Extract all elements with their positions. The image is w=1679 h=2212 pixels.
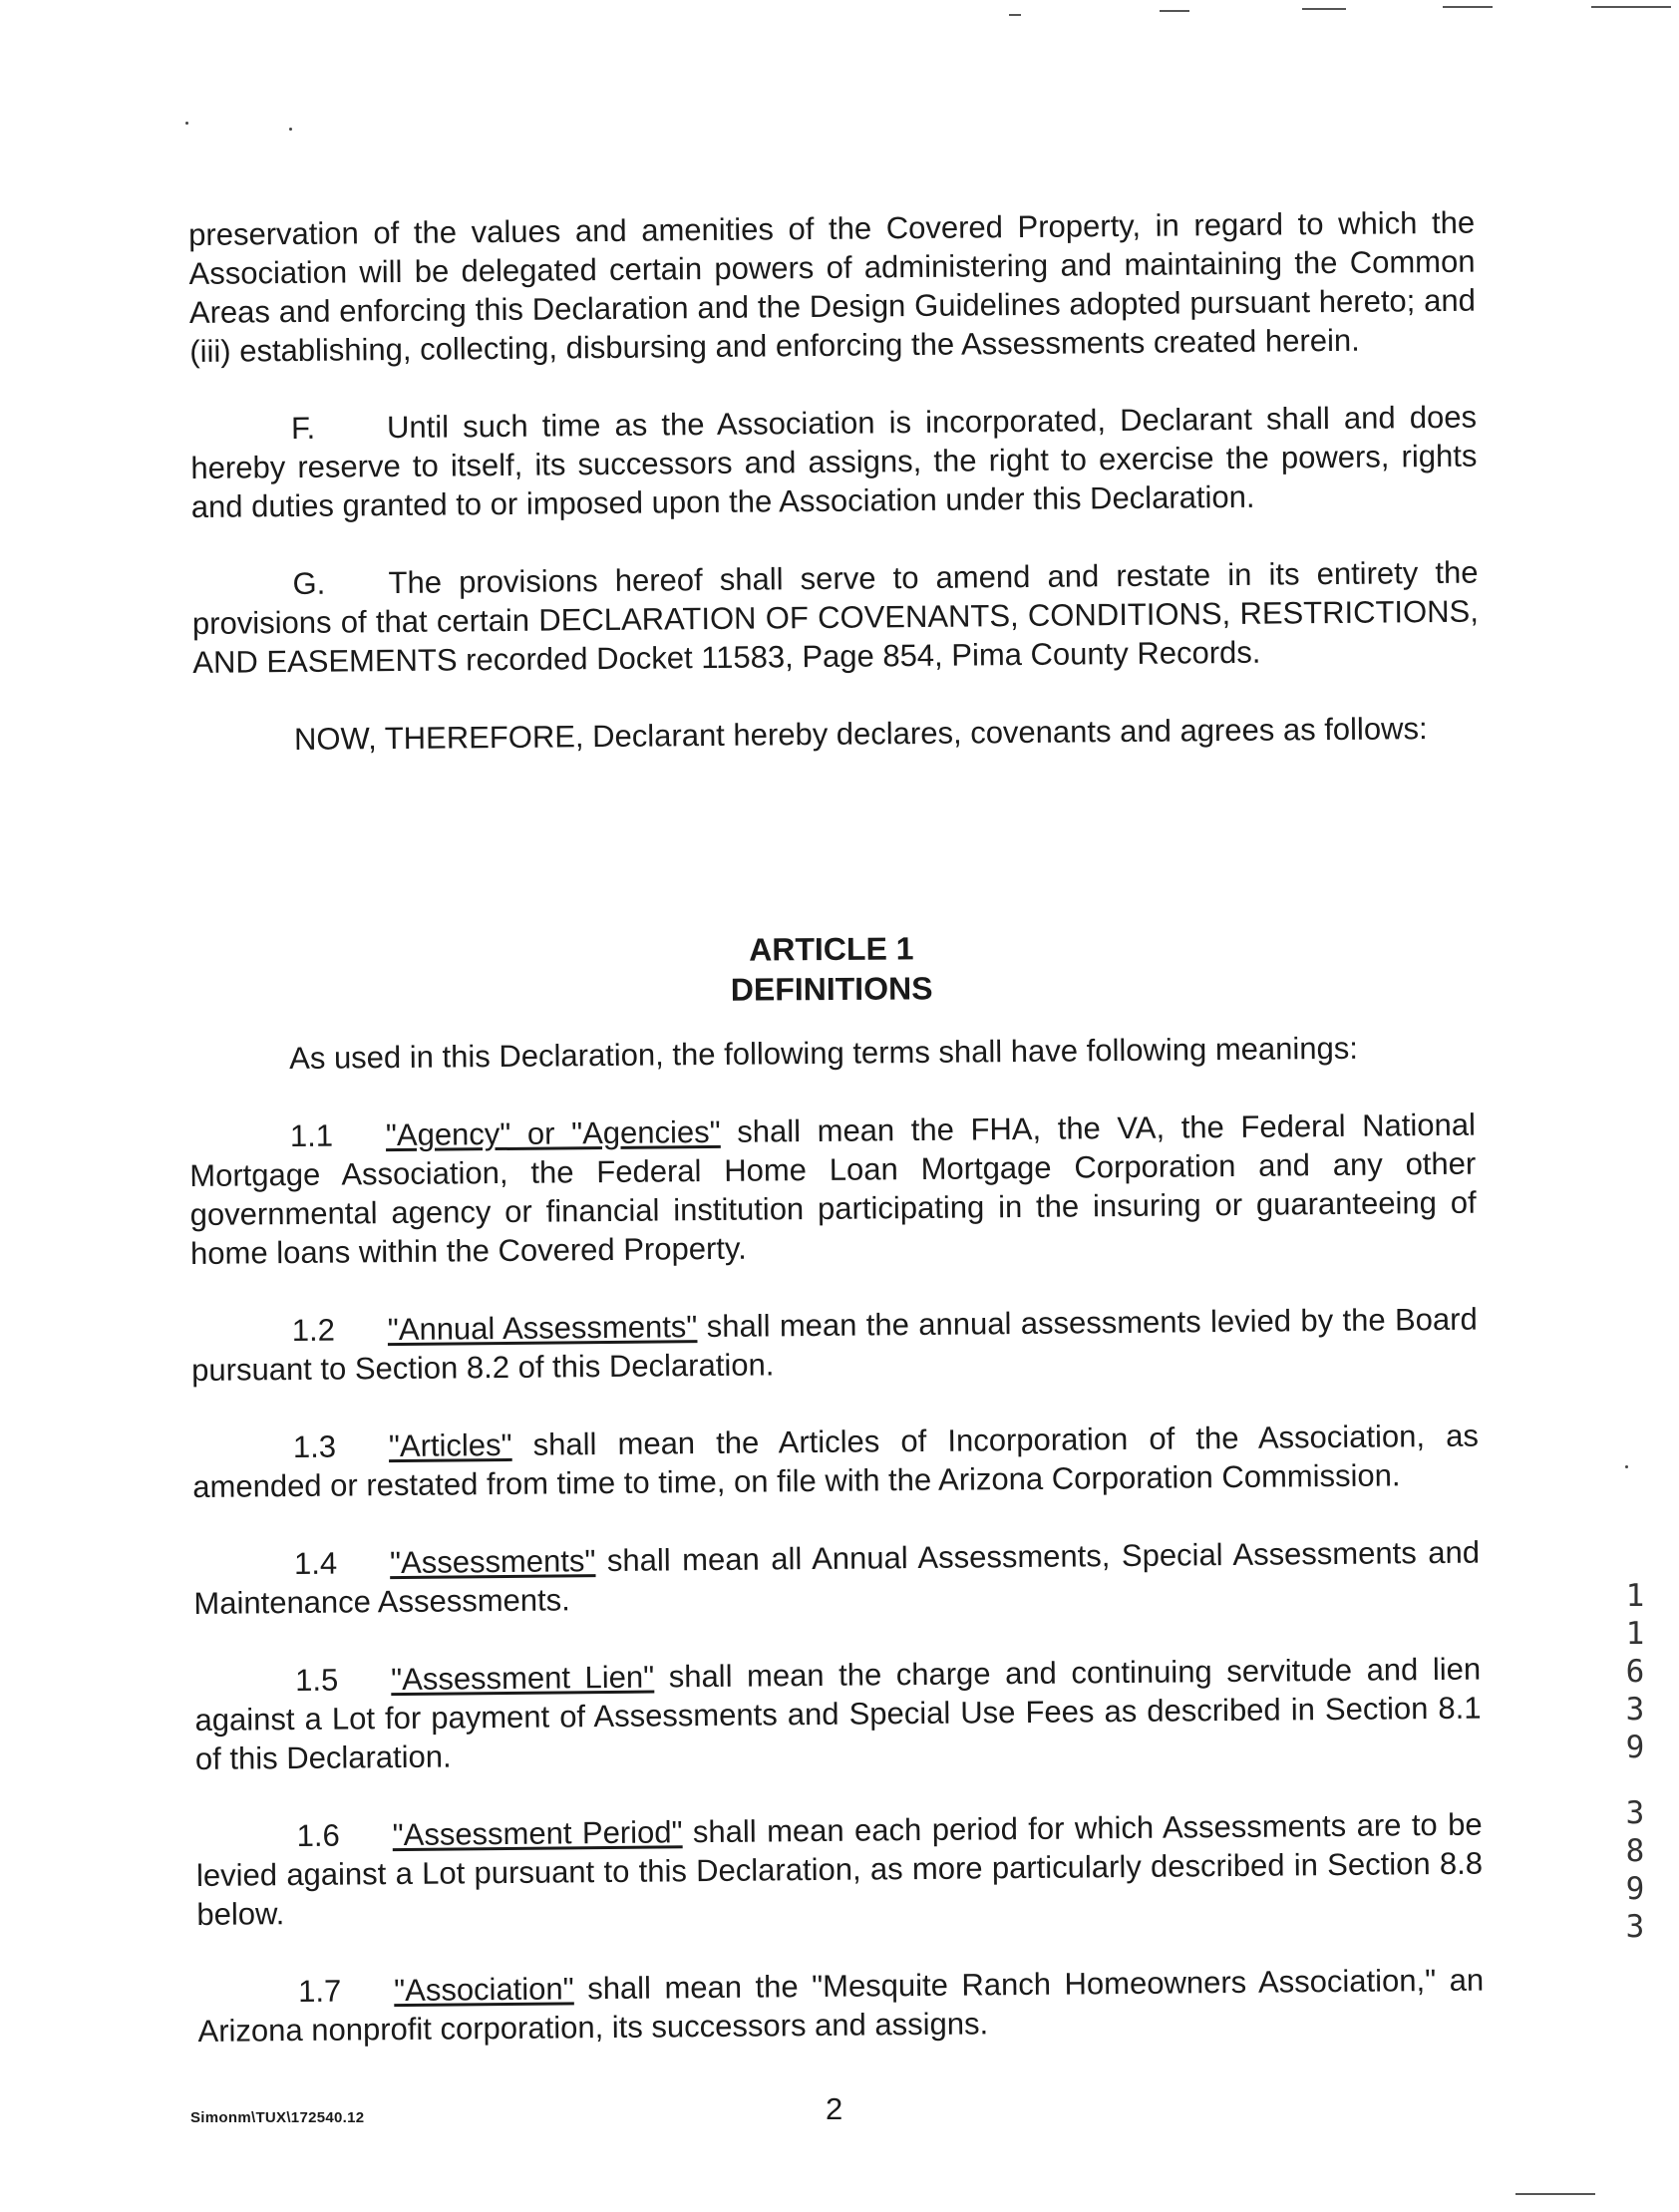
definition-term: "Annual Assessments" bbox=[387, 1309, 698, 1348]
body-text-top bbox=[188, 203, 1480, 760]
stamp-digit: 3 bbox=[1625, 1909, 1645, 1945]
definition-term: "Articles" bbox=[388, 1426, 512, 1464]
scan-edge-mark bbox=[1591, 6, 1671, 8]
definition-text: shall mean the charge and continuing servitude and lien against a Lot for payment of Assessments and Special Use Fees as described in Section 8.1 of this Declaration. bbox=[194, 1651, 1482, 1776]
definition-text: shall mean all Annual Assessments, Special Assessments and Maintenance Assessments. bbox=[193, 1534, 1481, 1621]
scan-edge-mark bbox=[1515, 2193, 1595, 2195]
definition-term: "Assessments" bbox=[389, 1543, 596, 1581]
definition-item bbox=[197, 1961, 1485, 2051]
scan-speck bbox=[185, 122, 188, 125]
scan-edge-mark bbox=[1443, 6, 1493, 8]
recital-g bbox=[191, 553, 1479, 682]
stamp-digit: 6 bbox=[1625, 1654, 1645, 1690]
definition-text: shall mean each period for which Assessments are to be levied against a Lot pursuant to this Declaration, as more particularly described in Section 8.8 below. bbox=[195, 1806, 1484, 1932]
article-number: ARTICLE 1 bbox=[749, 930, 914, 968]
definition-term: "Assessment Lien" bbox=[391, 1659, 655, 1698]
intro-paragraph: preservation of the values and amenities of the Covered Property, in regard to which the Association will be delegated certain powers of administering and maintaining the Common Areas and enforcing this Declaration and the Design Guidelines adopted pursuant hereto; and (iii) establishing, collecting, disbursing and enforcing the Assessments created herein. bbox=[188, 204, 1477, 369]
now-therefore-paragraph: NOW, THEREFORE, Declarant hereby declares, covenants and agrees as follows: bbox=[293, 711, 1428, 758]
recital-text: Until such time as the Association is incorporated, Declarant shall and does hereby reserve to itself, its successors and assigns, the right to exercise the powers, rights and duties granted to or imposed upon the Association under this Declaration. bbox=[190, 399, 1478, 524]
definition-number: 1.5 bbox=[295, 1662, 339, 1698]
definition-item bbox=[195, 1805, 1483, 1934]
scan-speck bbox=[1625, 1465, 1628, 1468]
article-title: DEFINITIONS bbox=[730, 970, 933, 1008]
recital-f bbox=[190, 398, 1478, 526]
definitions-intro: As used in this Declaration, the following terms shall have following meanings: bbox=[289, 1030, 1359, 1077]
scan-edge-mark bbox=[1009, 14, 1021, 16]
stamp-digit: 3 bbox=[1625, 1692, 1645, 1728]
definition-term: "Assessment Period" bbox=[392, 1814, 683, 1853]
scan-edge-mark bbox=[1160, 10, 1189, 12]
stamp-digit: 8 bbox=[1625, 1833, 1645, 1869]
definition-number: 1.7 bbox=[297, 1973, 342, 2009]
recital-label: F. bbox=[290, 410, 316, 447]
recital-text: The provisions hereof shall serve to amend and restate in its entirety the provisions of that certain DECLARATION OF COVENANTS, CONDITIONS, RESTRICTIONS, AND EASEMENTS recorded Docket 11583, Page 854, Pima County Records. bbox=[191, 554, 1480, 680]
stamp-digit: 3 bbox=[1625, 1795, 1645, 1831]
definition-number: 1.2 bbox=[291, 1312, 336, 1349]
definition-number: 1.3 bbox=[292, 1428, 337, 1465]
article-heading bbox=[188, 924, 1476, 1013]
definition-text: shall mean the annual assessments levied by the Board pursuant to Section 8.2 of this Declaration. bbox=[191, 1301, 1478, 1388]
stamp-digit: 1 bbox=[1625, 1578, 1645, 1614]
scan-speck bbox=[289, 128, 292, 131]
definition-item bbox=[192, 1417, 1480, 1506]
definition-item bbox=[189, 1106, 1477, 1273]
scan-edge-mark bbox=[1302, 8, 1346, 10]
definition-item bbox=[194, 1650, 1482, 1778]
definition-number: 1.4 bbox=[293, 1545, 338, 1582]
definition-term: "Association" bbox=[393, 1971, 574, 2009]
stamp-digit: 9 bbox=[1625, 1730, 1645, 1765]
definition-number: 1.6 bbox=[296, 1817, 340, 1853]
stamp-digit: 1 bbox=[1625, 1616, 1645, 1652]
definition-item bbox=[193, 1533, 1481, 1623]
margin-recording-stamp bbox=[1623, 1577, 1647, 1946]
page-number: 2 bbox=[826, 2091, 843, 2126]
definition-term: "Agency" or "Agencies" bbox=[385, 1113, 721, 1153]
definition-text: shall mean the Articles of Incorporation of the Association, as amended or restated from time to time, on file with the Arizona Corporation Commission. bbox=[192, 1418, 1480, 1504]
definition-text: shall mean the FHA, the VA, the Federal National Mortgage Association, the Federal Home Loan Mortgage Corporation and any other governmental agency or financial institution participating in the insuring or guaranteeing of home loans within the Covered Property. bbox=[189, 1106, 1477, 1271]
definition-item bbox=[191, 1300, 1479, 1390]
definition-text: shall mean the "Mesquite Ranch Homeowners Association," an Arizona nonprofit corporation, its successors and assigns. bbox=[197, 1962, 1485, 2049]
footer-document-id: Simonm\TUX\172540.12 bbox=[190, 2109, 365, 2126]
stamp-digit: 9 bbox=[1625, 1871, 1645, 1907]
body-text-definitions bbox=[188, 1028, 1485, 2051]
recital-label: G. bbox=[292, 565, 326, 602]
definition-number: 1.1 bbox=[289, 1117, 334, 1154]
